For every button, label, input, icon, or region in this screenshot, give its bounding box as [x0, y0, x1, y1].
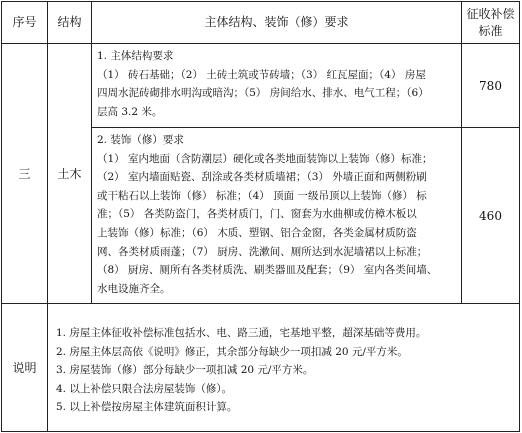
requirement-line: 上装饰（修）标准；（6） 木质、塑钢、铝合金窗，各类金属材质防盗: [97, 226, 417, 239]
note-line: 2. 房屋主体层高依《说明》修正，其余部分每缺少一项扣减 20 元/平方米。: [56, 345, 408, 358]
requirement-line: （2） 室内墙面贴瓷、刮涂或各类材质墙裙；（3） 外墙正面和两侧粉刷: [97, 171, 427, 184]
main-structure-requirement: [92, 44, 462, 128]
header-compensation-line1: 征收补偿: [466, 6, 515, 21]
requirement-line: 层高 3.2 米。: [97, 105, 163, 118]
requirement-line: （1） 砖石基础；（2） 土砖土筑或节砖墙；（3） 红瓦屋面；（4） 房屋: [97, 68, 426, 81]
notes-body: [48, 304, 520, 432]
requirement-line: 1. 主体结构要求: [97, 50, 174, 62]
header-compensation-line2: 标准: [478, 23, 503, 38]
row-seq: 三: [2, 44, 48, 304]
requirement-line: （8） 厨房、厕所有各类材质洗、刷类器皿及配套；（9） 室内各类间墙、: [97, 264, 438, 277]
header-structure: 结构: [48, 2, 92, 44]
header-compensation: [462, 2, 520, 44]
requirement-line: 2. 装饰（修）要求: [97, 134, 184, 146]
main-structure-price: 780: [462, 44, 520, 128]
decoration-price: 460: [462, 128, 520, 304]
note-line: 5. 以上补偿按房屋主体建筑面积计算。: [56, 401, 238, 414]
header-row: [2, 2, 520, 44]
notes-row: [2, 304, 520, 432]
requirement-line: 准；（5） 各类防盗门，各类材质门，门、窗套为水曲柳或仿樟木板以: [97, 208, 417, 221]
note-line: 3. 房屋装饰（修）部分每缺少一项扣减 20 元/平方米。: [56, 364, 314, 377]
header-seq: 序号: [2, 2, 48, 44]
row-structure: 土木: [48, 44, 92, 304]
header-requirement: 主体结构、装饰（修）要求: [92, 2, 462, 44]
requirement-line: 或干粘石以上装饰（修） 标准；（4） 顶面 一级吊顶以上装饰（修） 标: [97, 189, 427, 202]
notes-label: 说明: [2, 304, 48, 432]
requirement-line: 水电设施齐全。: [97, 282, 171, 295]
requirement-line: （1） 室内地面（含防潮层）硬化或各类地面装饰以上装饰（修）标准；: [97, 152, 433, 165]
note-line: 1. 房屋主体征收补偿标准包括水、电、路三通，宅基地平整，超深基础等费用。: [56, 327, 427, 339]
note-line: 4. 以上补偿只限合法房屋装饰（修）。: [56, 382, 233, 395]
decoration-requirement: [92, 128, 462, 304]
compensation-table: [1, 1, 520, 432]
requirement-line: 网、各类材质雨蓬；（7） 厨房、洗漱间、厕所达到水泥墙裙以上标准；: [97, 245, 428, 258]
requirement-line: 四周水泥砖砌排水明沟或暗沟；（5） 房间给水、排水、电气工程；（6）: [97, 87, 429, 100]
table-row: [2, 44, 520, 128]
